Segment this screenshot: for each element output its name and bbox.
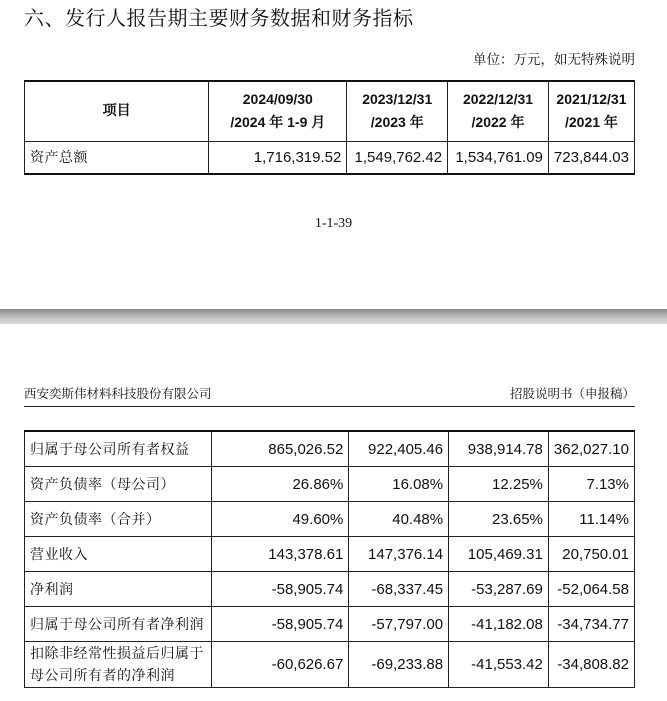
column-header-line2: /2024 年 1-9 月 (230, 114, 326, 131)
table-row (25, 642, 635, 688)
page-separator (0, 309, 667, 324)
table-cell: 865,026.52 (211, 431, 348, 467)
table-cell: -34,734.77 (548, 607, 634, 642)
company-header: 西安奕斯伟材料科技股份有限公司 (24, 386, 212, 401)
column-header-line1: 2023/12/31 (362, 91, 433, 108)
column-header-line2: /2022 年 (471, 114, 525, 131)
table-row (25, 502, 635, 537)
table-cell: 105,469.31 (449, 537, 549, 572)
row-label-line1: 扣除非经常性损益后归属于 (30, 645, 204, 662)
table-row (25, 141, 635, 174)
financial-table-top (24, 80, 635, 175)
document-name-header: 招股说明书（申报稿） (509, 386, 635, 401)
column-header-line2: /2021 年 (564, 114, 618, 131)
table-cell: 143,378.61 (211, 537, 348, 572)
row-label: 归属于母公司所有者净利润 (25, 607, 212, 642)
table-row (25, 467, 635, 502)
table-cell: 1,534,761.09 (448, 141, 549, 174)
table-header-row (25, 81, 635, 141)
table-cell: 16.08% (349, 467, 449, 502)
row-label: 资产总额 (25, 141, 209, 174)
page-number: 1-1-39 (314, 216, 353, 231)
table-cell: -53,287.69 (449, 572, 549, 607)
financial-table-continued (24, 430, 635, 688)
unit-note: 单位：万元，如无特殊说明 (473, 52, 635, 68)
table-cell: 1,549,762.42 (347, 141, 448, 174)
table-cell: -58,905.74 (211, 607, 348, 642)
table-cell: 362,027.10 (548, 431, 634, 467)
table-cell: -52,064.58 (548, 572, 634, 607)
column-header (347, 81, 448, 141)
row-label (25, 642, 212, 688)
column-header-line2: /2023 年 (370, 114, 424, 131)
table-cell: 12.25% (449, 467, 549, 502)
row-label-line2: 母公司所有者的净利润 (30, 667, 175, 684)
table-cell: 7.13% (548, 467, 634, 502)
column-header (209, 81, 347, 141)
section-title: 六、发行人报告期主要财务数据和财务指标 (24, 6, 414, 30)
table-cell: -69,233.88 (349, 642, 449, 688)
table-cell: -58,905.74 (211, 572, 348, 607)
table-cell: 938,914.78 (449, 431, 549, 467)
table-row (25, 537, 635, 572)
table-cell: 147,376.14 (349, 537, 449, 572)
document-page-1 (0, 0, 667, 309)
row-label: 资产负债率（母公司） (25, 467, 212, 502)
table-cell: -60,626.67 (211, 642, 348, 688)
table-cell: 723,844.03 (548, 141, 634, 174)
header-divider (24, 406, 635, 407)
table-cell: -68,337.45 (349, 572, 449, 607)
column-header-line1: 2022/12/31 (462, 91, 534, 108)
table-cell: 49.60% (211, 502, 348, 537)
column-header (448, 81, 549, 141)
table-row (25, 431, 635, 467)
row-label: 营业收入 (25, 537, 212, 572)
table-cell: -34,808.82 (548, 642, 634, 688)
column-header-line1: 2024/09/30 (242, 91, 313, 108)
table-cell: 20,750.01 (548, 537, 634, 572)
table-cell: 26.86% (211, 467, 348, 502)
table-cell: 11.14% (548, 502, 634, 537)
table-cell: 23.65% (449, 502, 549, 537)
row-label: 净利润 (25, 572, 212, 607)
table-cell: -41,553.42 (449, 642, 549, 688)
column-header-line1: 2021/12/31 (556, 91, 627, 108)
table-cell: 1,716,319.52 (209, 141, 347, 174)
table-cell: 40.48% (349, 502, 449, 537)
document-page-2 (0, 324, 667, 701)
table-cell: -57,797.00 (349, 607, 449, 642)
table-cell: 922,405.46 (349, 431, 449, 467)
table-cell: -41,182.08 (449, 607, 549, 642)
table-row (25, 607, 635, 642)
table-row (25, 572, 635, 607)
row-label: 资产负债率（合并） (25, 502, 212, 537)
column-header (548, 81, 634, 141)
row-label: 归属于母公司所有者权益 (25, 431, 212, 467)
item-header: 项目 (25, 81, 209, 141)
